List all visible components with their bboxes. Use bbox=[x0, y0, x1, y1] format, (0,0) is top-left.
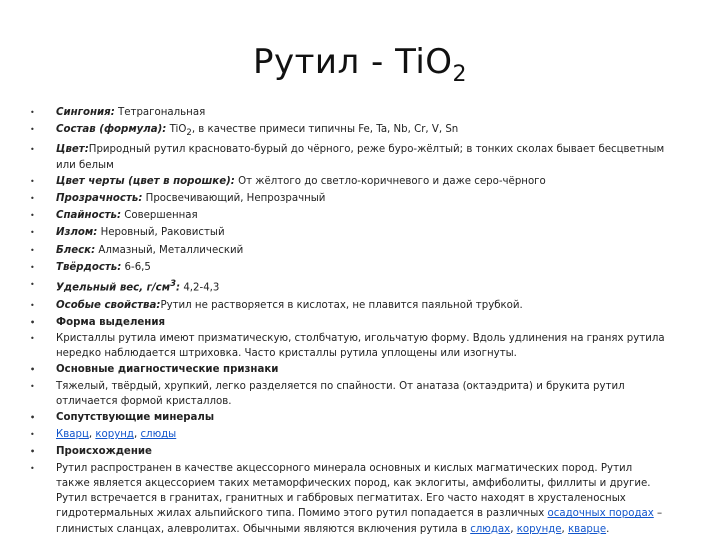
list-item-syngony bbox=[28, 104, 668, 121]
list-item-density bbox=[28, 276, 668, 297]
list-item-streak bbox=[28, 173, 668, 190]
origin-end: . bbox=[606, 523, 610, 535]
special-value: Рутил не растворяется в кислотах, не плавится паяльной трубкой. bbox=[160, 299, 523, 311]
syngony-value: Тетрагональная bbox=[118, 107, 206, 118]
hardness-value: 6-6,5 bbox=[124, 261, 151, 273]
list-item-origin-heading bbox=[28, 443, 668, 460]
list-item-special bbox=[28, 297, 668, 314]
assoc-sep-1: , bbox=[88, 429, 96, 441]
assoc-heading: Сопутствующие минералы bbox=[56, 412, 215, 424]
list-item-diag-heading bbox=[28, 361, 668, 378]
quartz-link[interactable]: Кварц bbox=[56, 429, 89, 441]
luster-label: Блеск: bbox=[56, 244, 96, 256]
syngony-label: Сингония: bbox=[56, 107, 115, 118]
composition-formula: TiO bbox=[169, 124, 187, 136]
transparency-label: Прозрачность: bbox=[56, 193, 143, 205]
corundum-inline-link[interactable]: корунде bbox=[516, 523, 562, 535]
composition-value: , в качестве примеси типичны Fe, Ta, Nb, Cr, V, Sn bbox=[191, 124, 459, 136]
diag-heading: Основные диагностические признаки bbox=[56, 364, 279, 376]
list-item-transparency bbox=[28, 190, 668, 207]
composition-formula-sub: 2 bbox=[186, 128, 192, 139]
origin-text-part2: – глинистых сланцах, алевролитах. Обычными являются включения рутила в bbox=[56, 508, 663, 535]
fracture-value: Неровный, Раковистый bbox=[100, 227, 225, 239]
mica-link[interactable]: слюды bbox=[140, 429, 177, 441]
list-item-form-text bbox=[28, 331, 668, 361]
cleavage-value: Совершенная bbox=[124, 210, 198, 222]
origin-sep-1: , bbox=[510, 523, 517, 535]
list-item-luster bbox=[28, 242, 668, 259]
list-item-diag-text bbox=[28, 379, 668, 409]
color-label: Цвет: bbox=[56, 144, 89, 156]
list-item-hardness bbox=[28, 259, 668, 276]
transparency-value: Просвечивающий, Непрозрачный bbox=[145, 193, 326, 205]
title-text: Рутил - TiO bbox=[252, 42, 453, 82]
list-item-origin-text bbox=[28, 461, 668, 537]
density-sup: 3 bbox=[170, 279, 176, 290]
form-heading: Форма выделения bbox=[56, 316, 166, 328]
corundum-link[interactable]: корунд bbox=[95, 429, 134, 441]
title-subscript: 2 bbox=[452, 62, 468, 87]
assoc-sep-2: , bbox=[133, 429, 141, 441]
fracture-label: Излом: bbox=[56, 227, 98, 239]
list-item-color bbox=[28, 142, 668, 172]
list-item-cleavage bbox=[28, 207, 668, 224]
density-colon: : bbox=[175, 282, 181, 294]
streak-label: Цвет черты (цвет в порошке): bbox=[56, 175, 235, 187]
property-list bbox=[28, 104, 668, 537]
micas-link[interactable]: слюдах bbox=[470, 523, 511, 535]
list-item-assoc-heading bbox=[28, 409, 668, 426]
diag-text: Тяжелый, твёрдый, хрупкий, легко разделяется по спайности. От анатаза (октаэдрита) и брукита рутил отличается формой кристаллов. bbox=[56, 380, 625, 407]
composition-label: Состав (формула): bbox=[56, 124, 167, 136]
density-value: 4,2-4,3 bbox=[183, 282, 220, 294]
origin-sep-2: , bbox=[561, 523, 569, 535]
color-value: Природный рутил красновато-бурый до чёрного, реже буро-жёлтый; в тонких сколах бывает бесцветным или белым bbox=[56, 144, 665, 171]
quartz-inline-link[interactable]: кварце bbox=[568, 523, 607, 535]
origin-heading: Происхождение bbox=[56, 446, 152, 458]
list-item-composition bbox=[28, 121, 668, 142]
list-item-form-heading bbox=[28, 314, 668, 331]
origin-text-part1: Рутил распространен в качестве акцессорного минерала основных и кислых магматических пород. Рутил также является акцессорием таких метаморфических пород, как эклогиты, амфиболиты, филлиты и другие. Рутил встречается в гранитах, гранитных и габбровых пегматитах. Его часто находят в хрусталеносных гидротермальных жилах альпийского типа. Помимо этого рутил попадается в различных bbox=[56, 462, 651, 520]
density-label: Удельный вес, г/см bbox=[56, 282, 171, 294]
form-text: Кристаллы рутила имеют призматическую, столбчатую, игольчатую форму. Вдоль удлинения на гранях рутила нередко наблюдается штриховка. Часто кристаллы рутила уплощены или изогнуты. bbox=[56, 333, 665, 360]
list-item-assoc-links bbox=[28, 426, 668, 443]
streak-value: От жёлтого до светло-коричневого и даже серо-чёрного bbox=[238, 175, 546, 187]
slide-title bbox=[0, 42, 720, 87]
list-item-fracture bbox=[28, 224, 668, 241]
luster-value: Алмазный, Металлический bbox=[98, 244, 244, 256]
sedimentary-rocks-link[interactable]: осадочных породах bbox=[547, 508, 654, 520]
hardness-label: Твёрдость: bbox=[56, 261, 122, 273]
special-label: Особые свойства: bbox=[56, 299, 161, 311]
cleavage-label: Спайность: bbox=[56, 210, 122, 222]
